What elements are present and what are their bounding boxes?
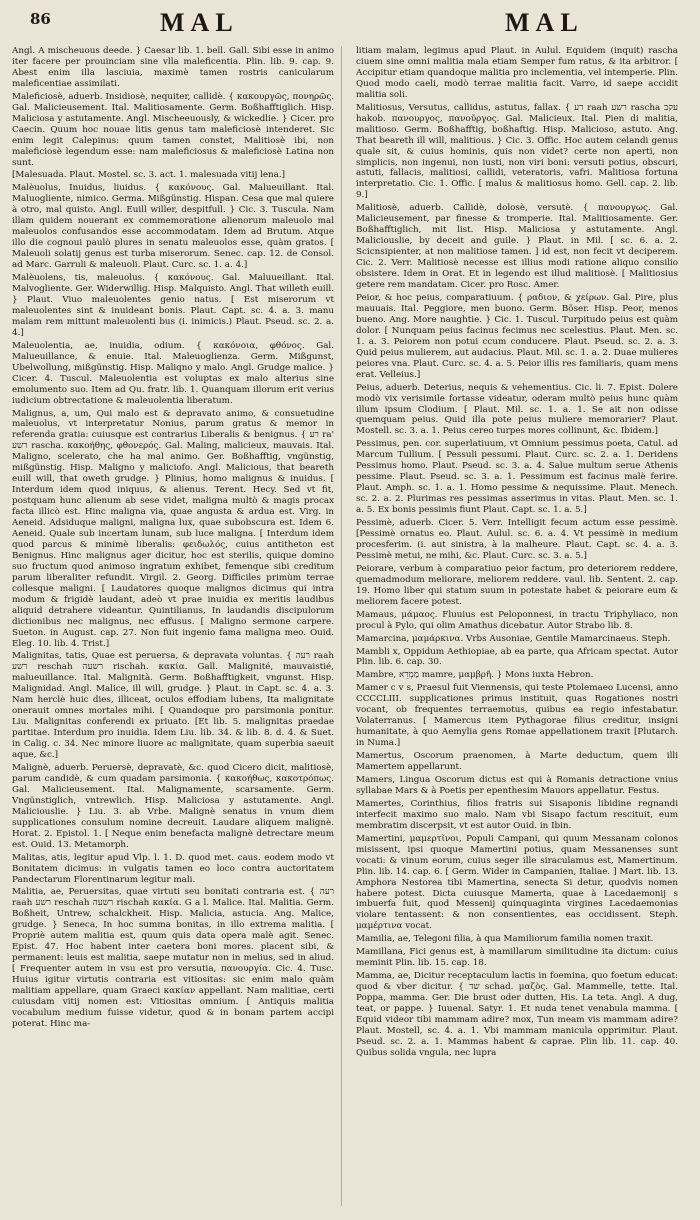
entry-maligne: Malignè, aduerb. Peruersè, depravatè, &c. quod Cicero dicit, malitiosè, parum candidè, & cum quadam parsimonia. { κακοήθως, κακοτρόπως. Gal. Malicieusement. Ital. Malignamente, scarsamente. Germ. Vngünstiglich, vntrewlich. Hisp. Maliciosa y astutamente. Angl. Maliciouslie. } Liu. 3. ab Vrbe. Malignè senatus in vnum diem supplicationes consulum nomine decreuit. Laudare aliquem malignè. Horat. 2. Epistol. 1. [ Neque enim benefacta malignè detrectare meum est. Ouid. 13. Metamorph. bbox=[12, 763, 334, 850]
entry-mamertus: Mamertus, Oscorum praenomen, à Marte deductum, quem illi Mamertem appellarunt. bbox=[356, 751, 678, 773]
entry-mambre: Mambre, מַמְרֵא mamre, μαμβρῆ. } Mons iuxta Hebron. bbox=[356, 670, 594, 681]
entry-malitia-cont: litiam malam, legimus apud Plaut. in Aulul. Equidem (inquit) rascha ciuem sine omni malitia mala etiam Semper fum ratus, & ita arbitror. [ Accipitur etiam quandoque malitia pro inclementia, vel intemperie. Plin. Quod modo caeli, modò terrae malitia facit. Varro, id saepe accidit malitia soli. bbox=[356, 46, 678, 100]
entry-malesuada: [Malesuada. Plaut. Mostel. sc. 3. act. 1. malesuada vitij lena.] bbox=[12, 170, 286, 181]
entry-maleficiose: Maleficiosè, aduerb. Insidiosè, nequiter, callidè. { κακουργῶς, πονηρῶς. Gal. Malicieusement. Ital. Malitiosamente. Germ. Boßhafftiglich. Hisp. Maliciosa y astutamente. Angl. Mischeeuously, & wickedlie. } Cicer. pro Caecin. Quum hoc nouae litis genus tam maleficiosè intenderet. Sic enim legit Calepinus: quum tamen constet, Malitiosè ibi, non maleficiosè legendum esse: nam maleficiosus & maleficiosè Latina non sunt. bbox=[12, 91, 334, 168]
entry-mamaus: Mamaus, μάμαος. Fluuius est Peloponnesi, in tractu Triphyliaco, non procul à Pylo, qui olim Amathus dicebatur. Autor Strabo lib. 8. bbox=[356, 609, 678, 631]
page-number: 86 bbox=[30, 10, 51, 28]
entry-mamarcina: Mamarcina, μαμάρκινα. Vrbs Ausoniae, Gentile Mamarcinaeus. Steph. bbox=[356, 633, 671, 644]
entry-malignus: Malignus, a, um, Qui malo est & depravato animo, & consuetudine maleuolus, vt interpretatur Nonius, parum gratus & memor in referenda gratia: cuiusque est contrarius Liberalis & benignus. { רע ra' רשע rascha. κακοήθης, φθονερός. Gal. Maling, malicieux, mauvais. Ital. Maligno, scelerato, che ha mal animo. Ger. Boßhafftig, vngünstig, mißgünstig. Hisp. Maligno y maliciofo. Angl. Malicious, that beareth euill will, that oweth grudge. } Plinius, homo malignus & inuidus. [ Interdum idem quod iniquus, & alienus. Terent. Hecy. Sed vt fit, postquam hunc alienum ab sese videt, maligna multò & magis procax facta illicò est. Hinc maligna via, quae angusta & ardua est. Virg. in Aeneid. Adsiduque maligni, maligna lux, quae subobscura est. Idem 6. Aeneid. Quale sub incertam lunam, sub luce maligna. [ Interdum idem quod parcus & minimè liberalis: φειδωλός, cuius antitheton est Benignus. Hinc malignus ager dicitur, hoc est sterilis, quique domino suo fructum quod animoso ingratum exhibet, femenque sibi creditum parum liberaliter refundit. Virgil. 2. Georg. Difficiles primùm terrae collesque maligni. [ Laudatores quoque malignos dicimus qui intra modum & frigidè laudant, adeò vt prae inuidia ex meritis laudibus aliquid detrahere videantur. Quintilianus, In laudandis discipulorum dictionibus nec malignus, nec effusus. [ Maligno sermone carpere. Sueton. in August. cap. 27. Non fuit ingenio fama maligna meo. Ouid. Eleg. 10. lib. 4. Trist.] bbox=[12, 408, 334, 649]
entry-mamercus: Mamer c v s, Praesul fuit Viennensis, qui teste Ptolemaeo Lucensi, anno CCCCLIII. supplicationes primus instituit, quas Rogationes nostri vocant, ob frequentes terraemotus, quibus ea regio infestabatur. Volaterranus. [ Mamercus item Pythagorae filius creditur, insigni humanitate, à quo Aemylia gens Romae appellationem traxit [Plutarch. in Numa.] bbox=[356, 683, 678, 749]
entry-malitas: Malitas, atis, legitur apud Vlp. l. 1. D. quod met. caus. eodem modo vt Bonitatem dicimus: in vulgatis tamen eo loco contra auctoritatem Pandectarum Florentinarum legitur mali. bbox=[12, 852, 334, 885]
entry-mamertes: Mamertes, Corinthius, filios fratris sui Sisaponis libidine regnandi interfecit maximo suo malo. Nam vbi Sisapo factum rescituit, eum membratim discerpsit, vt est autor Ouid. in Ibin. bbox=[356, 798, 678, 831]
entry-pessime: Pessimè, aduerb. Cicer. 5. Verr. Intelligit fecum actum esse pessimè. [Pessimè ornatus eo. Plaut. Aulul. sc. 6. a. 4. Vt pessimè in medium procesferim. (i. aut sinistra, à la malheure. Plaut. Capt. sc. 4. a. 3. Pessimè metui, ne mihi, &c. Plaut. Curc. sc. 3. a. 5.] bbox=[356, 518, 678, 561]
running-header-right: MAL bbox=[505, 8, 584, 37]
entry-maleuolentia: Maleuolentia, ae, inuidia, odium. { κακόνοια, φθόνος. Gal. Malueuillance, & enuie. Ital. Maleuoglienza. Germ. Mißgunst, Ubelwollung, mißgünstig. Hisp. Maliqno y malo. Angl. Grudge malice. } Cicer. 4. Tuscul. Maleuolentia est voluptas ex malo alterius sine emolumento suo. Item ad Qu. fratr. lib. 1. Quanquam illorum erit verius iudicium obtrectatione & maleuolentia liberatum. bbox=[12, 340, 334, 406]
column-divider bbox=[341, 46, 342, 1206]
entry-maleuolus: Malèuolus, Inuidus, liuidus. { κακόνους. Gal. Malueuillant. Ital. Maluogliente, nimico. Germa. Mißgünstig. Hispan. Cesa que mal quiere à otro, mal quisto. Angl. Euill willer, despitfull. } Cic. 3. Tuscula. Nam illam quidem nouerant ex commemoratione alienorum maleuolo mal maleuolos confusandos esse accommodatam. Idem ad Brutum. Atque illo die cognoui paulò plures in senatu maleuolos esse, quàm gratos. [ Maleuoli solatij genus est turba miserorum. Senec. cap. 12. de Consol. ad Marc. Garruli & maleuoli. Plaut. Curc. sc. 1. a. 4.] bbox=[12, 183, 334, 271]
left-column bbox=[12, 46, 334, 1214]
entry-malitiosus: Malitiosus, Versutus, callidus, astutus, fallax. { רע raah רשע rascha עקב hakob. πανουργος, πανοῦργος. Gal. Malicieux. Ital. Pien di malitia, malitioso. Germ. Boßhafftig, boßhaftig. Hisp. Malicioso, astuto. Ang. That beareth ill will, malitious. } Cic. 3. Offic. Hoc autem celandi genus quale sit, & cuius hominis, quis non videt? certe non aperti, non simplicis, non ingenui, non iusti, non viri boni: versuti potius, obscuri, astuti, fallacis, malitiosi, callidi, veteratoris, vafri. Malitiosa fortuna interpretatio. Cic. 1. Offic. [ malus & malitiosus homo. Gell. cap. 2. lib. 9.] bbox=[356, 102, 678, 201]
running-header-left: MAL bbox=[160, 8, 239, 37]
entry-malefactum: Angl. A mischeuous deede. } Caesar lib. 1. bell. Gall. Sibi esse in animo iter facere per prouinciam sine vlla maleficentia. Plin. lib. 9. cap. 9. Abest enim illa lasciuia, maximè tamen rostris canicularum maleficentiae assimilati. bbox=[12, 46, 334, 89]
entry-peius: Peius, aduerb. Deterius, nequis & vehementius. Cic. li. 7. Epist. Dolere modò vix verisimile fortasse videatur, oderam multò peius hunc quàm illum ipsum Clodium. [ Plaut. Mil. sc. 1. a. 1. Se ait non odisse quemquam peius. Quid illa pote peius muliere memorarier? Plaut. Mostell. sc. 3. a. 1. Peius cereo turpes mores collinunt, &c. Ibidem.] bbox=[356, 382, 678, 437]
entry-peior: Peior, & hoc peius, comparatiuum. { ραδιον, & χείρων. Gal. Pire, plus mauuais. Ital. Peggiore, men buono. Germ. Böser. Hisp. Peor, menos bueno. Ang. More naughtie. } Cic. 1. Tuscul. Turpitudo peius est quàm dolor. [ Nunquam peius facinus fecimus nec scelestius. Plaut. Men. sc. 1. a. 3. Peiorem non potui ccum conducere. Plaut. Pseud. sc. 2. a. 3. Quid peius mulierem, aut audacius. Plaut. Mil. sc. 1. a. 2. Duae mulieres peiores vna. Plaut. Curc. sc. 4. a. 5. Peior illis res familiaris, quam mens erat. Velleius.] bbox=[356, 292, 678, 380]
entry-peiorare: Peiorare, verbum à comparatiuo peior factum, pro deteriorem reddere, quemadmodum meliorare, meliorem reddere. vaul. lib. Sentent. 2. cap. 19. Homo liber qui statum suum in potestate habet & peiorare eum & meliorem facere potest. bbox=[356, 563, 678, 607]
entry-pessimus: Pessimus, pen. cor. superlatiuum, vt Omnium pessimus poeta, Catul. ad Marcum Tullium. [ Pessuli pessumi. Plaut. Curc. sc. 2. a. 1. Deridens Pessimus homo. Plaut. Pseud. sc. 3. a. 4. Salue multum serue Athenis pessime. Plaut. Pseud. sc. 3. a. 1. Pessimum est facinus malè ferire. Plaut. Amph. sc. 1. a. 1. Homo pessime & nequissime. Plaut. Menech. sc. 2. a. 2. Plurimas res pessimas asserimus in vitas. Plaut. Men. sc. 1. a. 5. Ex bonis pessimis fiunt Plaut. Capt. sc. 1. a. 5.] bbox=[356, 439, 678, 516]
entry-mamilia: Mamilia, ae, Telegoni filia, à qua Mamiliorum familia nomen traxit. bbox=[356, 934, 654, 945]
entry-mamillana: Mamillana, Fici genus est, à mamillarum similitudine ita dictum: cuius meminit Plin. lib. 15. cap. 18. bbox=[356, 947, 678, 969]
entry-malitia: Malitia, ae, Peruersitas, quae virtuti seu bonitati contraria est. { רעה raah רשע reschah רשעה rischah κακία. G a l. Malice. Ital. Malitia. Germ. Boßheit, Untrew, schalckheit. Hisp. Malicia, astucia. Ang. Malice, grudge. } Seneca, In hoc summa bonitas, in illo extrema malitia. [ Propriè autem malitia est, quum quis data opera malè agit. Senec. Epist. 47. Hoc habent inter caetera boni mores. placent sibi, & permanent: leuis est malitia, saepe mutatur non in melius, sed in aliud. [ Frequenter autem in vsu est pro versutia, πανουργία. Cic. 4. Tusc. Huius igitur virtutis contraria est vitiositas: sic enim malo quàm malitiam appellare, quam Graeci κακίαν appellant. Nam malitiae, certi cuiusdam vitij nomen est: Vitiositas omnium. [ Antiquis malitia vocabulum medium fuisse videtur, quod & in bonam partem accipi poterat. Hinc ma- bbox=[12, 887, 334, 1029]
entry-maleuolens: Malèuolens, tis, maleuolus. { κακόνους. Gal. Maluueillant. Ital. Malvogliente. Ger. Widerwillig. Hisp. Malquisto. Angl. That willeth euill. } Plaut. Viuo maleuolentes genio natus. [ Est miserorum vt maleuolentes sint & inuideant bonis. Plaut. Capt. sc. 4. a. 3. manu malam rem mittunt maleuolenti bus (i. inimicis.) Plaut. Pseud. sc. 2. a. 4.] bbox=[12, 273, 334, 338]
entry-mamma: Mamma, ae, Dicitur receptaculum lactis in foemina, quo foetum educat: quod & vber dicitur. { שד schad. μαζὸς. Gal. Mammelle, tette. Ital. Poppa, mamma. Ger. Die brust oder dutten, His. La teta. Angl. A dug, teat, or pappe. } Iuuenal. Satyr. 1. Et nuda tenet venabula mamma. [ Equid videor tibi mammam adire? mox, Tun meam vis mammam adire? Plaut. Mostell, sc. 4. a. 1. Vbi mammam manicula opprimitur. Plaut. Pseud. sc. 2. a. 1. Mammas habent & caprae. Plin lib. 11. cap. 40. Quibus solida vngula, nec lupra bbox=[356, 971, 678, 1058]
entry-mamers: Mamers, Lingua Oscorum dictus est qui à Romanis detractione vnius syllabae Mars & à Poetis per epenthesim Mauors appellatur. Festus. bbox=[356, 775, 678, 796]
entry-malignitas: Malignitas, tatis, Quae est peruersa, & depravata voluntas. { רעה raah רשע reschah רשעה rischah. κακία. Gall. Malignité, mauvaistié, malueuillance. Ital. Malignità. Germ. Boßhafftigkeit, vngunst. Hisp. Malignidad. Angl. Malice, ill will, grudge. } Plaut. in Capt. sc. 4. a. 3. Nam herclè huic dies, illiceat, oculos effodiam lubens, Ita malignitate onerauit omnes mortales mihi. [ Quandoque pro parsimonia ponitur. Liu. Malignitas conferendi ex priuato. [Et lib. 5. malignitas praedae partitae. Interdum pro inuidia. Idem Liu. lib. 34. & lib. 8. d. 4. & Suet. in Calig. c. 34. Nec minore liuore ac malignitate, quam superbia saeuit aque, &c.] bbox=[12, 651, 334, 761]
entry-mamblix: Mambli x, Oppidum Aethiopiae, ab ea parte, qua Africam spectat. Autor Plin. lib. 6. cap. 30. bbox=[356, 646, 678, 668]
right-column bbox=[356, 46, 678, 1214]
entry-mamertini: Mamertini, μαμερτῖνοι, Populi Campani, qui quum Messanam colonos misissent, ipsi quoque Mamertini potius, quam Messanenses sunt vocati: & vinum eorum, cuius seger ille siraculamus est, Mamertinum. Plin. lib. 14. cap. 6. [ Germ. Wider in Campanien, Italiae. ] Mart. lib. 13. Amphora Nestorea tibi Mamertina, senecta Si detur, quodvis nomen habere potest. Dicta cuiusque Mamerta, quae à Lacedaemonij s imbuerfa fuit, quod Messenij quinquaginta virgines Lacedaemonias violare tentassent: & non consentientes, eas occidissent. Steph. μαμέρτινα vocat. bbox=[356, 833, 678, 932]
entry-malitiose: Malitiosè, aduerb. Callidè, dolosè, versutè. { πανουργως. Gal. Malicieusement, par finesse & tromperie. Ital. Malitiosamente. Ger. Boßhafftiglich, mit list. Hisp. Maliciosa y astutamente. Angl. Maliciouslie, by deceit and guile. } Plaut. in Mil. [ sc. 6. a. 2. Scicnsipienter, at non malitiose tamen. ] id est, non fecit vt deciperem. Cic. 2. Verr. Malitiosè necesse est illius modi ratione aliquo consilio obsistere. Idem in Orat. Et in legendo est illud malitiosè. [ Malitiosius getere rem mandatam. Cicer. pro Rosc. Amer. bbox=[356, 203, 678, 291]
